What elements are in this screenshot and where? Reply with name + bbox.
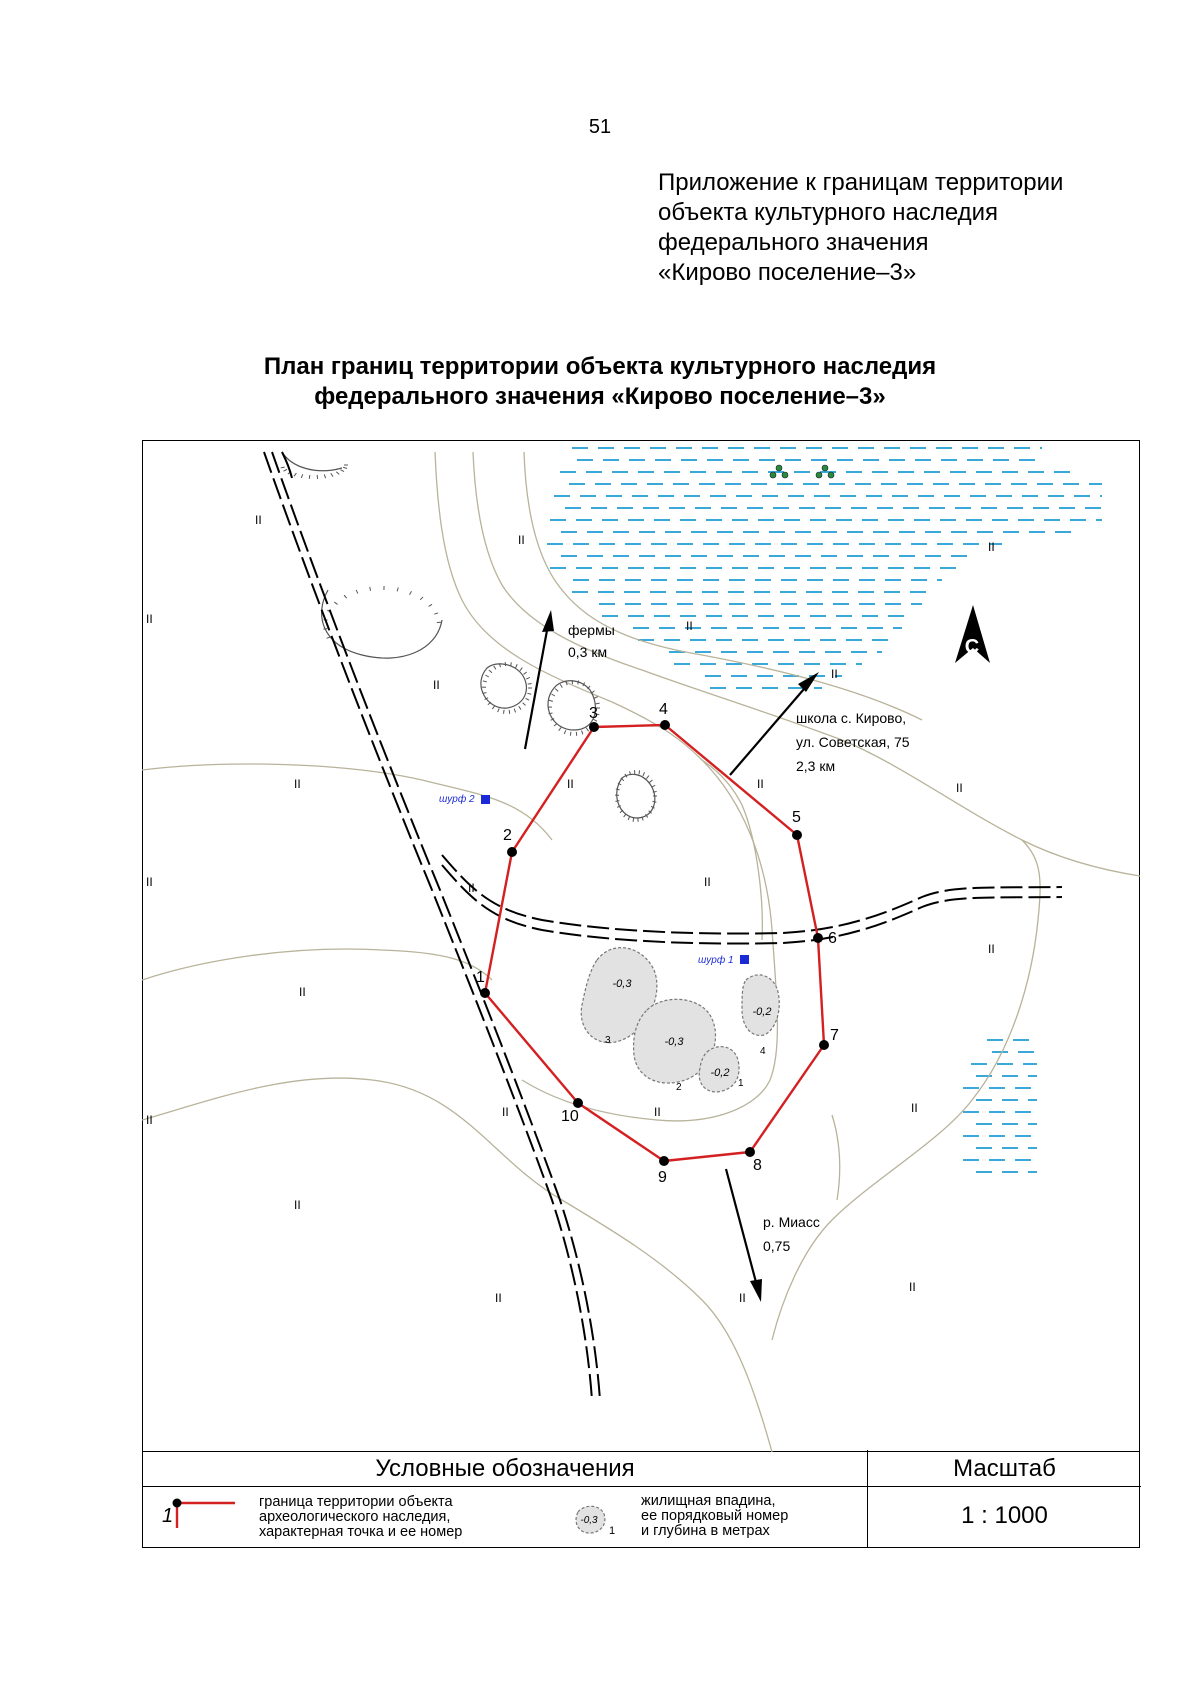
boundary-legend-text — [259, 1495, 462, 1540]
direction-school-line2: ул. Советская, 75 — [796, 734, 910, 750]
legend-title: Условные обозначения — [375, 1455, 635, 1482]
scale-value: 1 : 1000 — [961, 1502, 1048, 1529]
point-label-4: 4 — [659, 701, 668, 718]
scale-title: Масштаб — [953, 1455, 1056, 1482]
svg-text:II: II — [831, 667, 838, 681]
depression-3-number: 3 — [605, 1035, 611, 1046]
svg-text:II: II — [294, 777, 301, 791]
depression-4-depth: -0,2 — [752, 1006, 772, 1018]
legend-divider — [143, 1486, 1141, 1487]
svg-text:II: II — [468, 881, 475, 895]
svg-text:II: II — [988, 942, 995, 956]
plan-title — [0, 352, 1200, 412]
point-label-3: 3 — [589, 705, 598, 722]
legend-divider — [867, 1450, 868, 1548]
svg-text:II: II — [495, 1291, 502, 1305]
point-label-2: 2 — [503, 827, 512, 844]
svg-text:II: II — [299, 985, 306, 999]
point-label-8: 8 — [753, 1157, 762, 1174]
test-pit-2-label: шурф 2 — [439, 794, 475, 805]
page-number: 51 — [588, 116, 612, 138]
depression-1-number: 1 — [738, 1078, 744, 1089]
test-pit-1-label: шурф 1 — [698, 955, 734, 966]
boundary-legend-line: характерная точка и ее номер — [259, 1524, 463, 1540]
svg-text:II: II — [988, 540, 995, 554]
direction-farms-line1: фермы — [568, 622, 615, 638]
svg-text:II: II — [255, 513, 262, 527]
appendix-line: Приложение к границам территории — [658, 169, 1064, 196]
svg-text:II: II — [704, 875, 711, 889]
point-label-10: 10 — [561, 1108, 579, 1125]
svg-text:II: II — [146, 875, 153, 889]
north-label: С — [964, 636, 980, 658]
depression-legend-text — [641, 1494, 788, 1539]
direction-school-line1: школа с. Кирово, — [796, 710, 907, 726]
svg-text:II: II — [911, 1101, 918, 1115]
boundary-legend-line: граница территории объекта — [259, 1494, 453, 1510]
svg-text:II: II — [146, 1113, 153, 1127]
site-plan-map — [142, 440, 1140, 1452]
appendix-line: объекта культурного наследия — [658, 199, 999, 226]
svg-text:II: II — [686, 619, 693, 633]
svg-text:II: II — [294, 1198, 301, 1212]
svg-text:II: II — [739, 1291, 746, 1305]
depression-legend-number: 1 — [609, 1525, 616, 1537]
point-label-9: 9 — [658, 1169, 667, 1186]
appendix-line: «Кирово поселение–3» — [658, 259, 917, 286]
depression-legend-line: и глубина в метрах — [641, 1523, 770, 1539]
direction-river-line1: р. Миасс — [763, 1214, 820, 1230]
svg-text:II: II — [433, 678, 440, 692]
boundary-legend-line: археологического наследия, — [259, 1509, 451, 1525]
test-pit-2-marker — [481, 795, 490, 804]
svg-text:II: II — [757, 777, 764, 791]
depression-legend-line: жилищная впадина, — [641, 1493, 776, 1509]
appendix-line: федерального значения — [658, 229, 929, 256]
depression-legend-symbol — [568, 1500, 628, 1540]
depression-4-number: 4 — [760, 1046, 766, 1057]
point-label-7: 7 — [830, 1027, 839, 1044]
legend-panel — [142, 1450, 1140, 1548]
point-label-5: 5 — [792, 809, 801, 826]
direction-school-line3: 2,3 км — [796, 758, 836, 774]
depression-legend-line: ее порядковый номер — [641, 1508, 789, 1524]
svg-text:II: II — [146, 612, 153, 626]
point-label-1: 1 — [476, 969, 485, 986]
svg-text:II: II — [502, 1105, 509, 1119]
direction-river-line2: 0,75 — [763, 1238, 791, 1254]
svg-text:II: II — [956, 781, 963, 795]
plan-title-line: План границ территории объекта культурного наследия — [263, 353, 937, 380]
appendix-header — [658, 168, 1063, 288]
svg-text:II: II — [518, 533, 525, 547]
point-label-6: 6 — [828, 930, 837, 947]
depression-1-depth: -0,2 — [710, 1067, 730, 1079]
depression-3-depth: -0,3 — [612, 978, 632, 990]
test-pit-1-marker — [740, 955, 749, 964]
direction-farms-line2: 0,3 км — [568, 644, 608, 660]
svg-text:II: II — [909, 1280, 916, 1294]
boundary-legend-number: 1 — [162, 1505, 174, 1527]
svg-text:II: II — [654, 1105, 661, 1119]
depression-2-number: 2 — [676, 1082, 682, 1093]
depression-2-depth: -0,3 — [664, 1036, 684, 1048]
depression-legend-depth: -0,3 — [580, 1515, 598, 1526]
svg-text:II: II — [567, 777, 574, 791]
boundary-legend-symbol — [157, 1498, 237, 1538]
plan-title-line: федерального значения «Кирово поселение–3» — [314, 383, 886, 410]
